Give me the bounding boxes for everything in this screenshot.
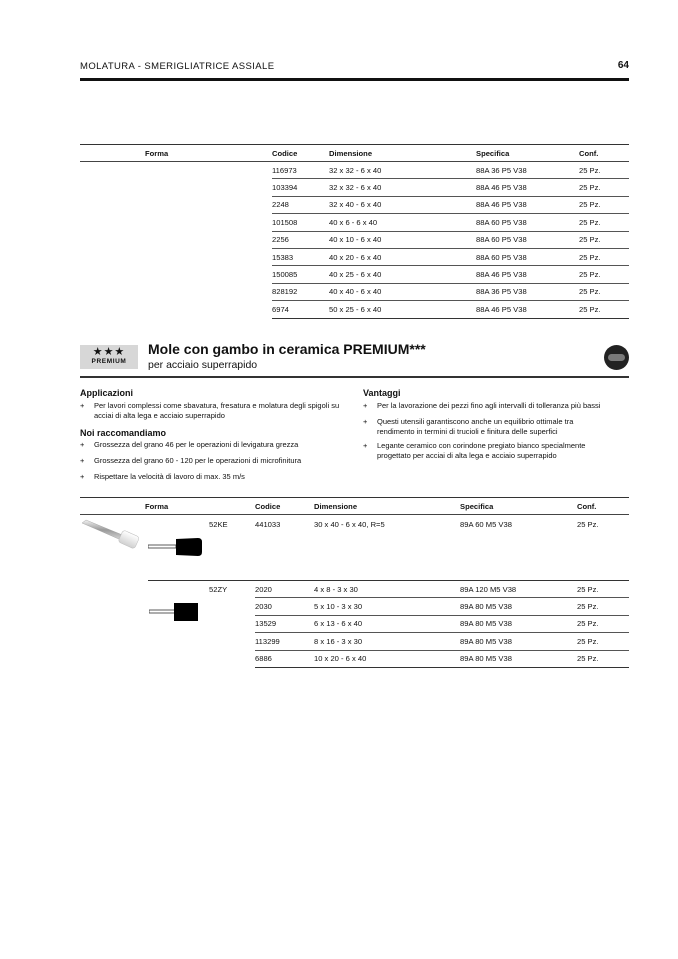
cell-conf: 25 Pz.: [577, 633, 629, 650]
cell-forma: [80, 615, 148, 632]
col-conf: Conf.: [577, 501, 597, 511]
cell-specifica: 89A 80 M5 V38: [460, 598, 577, 615]
table-row: [80, 301, 629, 318]
cell-forma: [80, 248, 272, 265]
cell-codice: 2020: [255, 581, 314, 598]
cell-specifica: 88A 60 P5 V38: [476, 214, 579, 231]
cell-forma: [80, 266, 272, 283]
section-subtitle: per acciaio superrapido: [148, 359, 258, 371]
bullet-icon: +: [80, 472, 85, 481]
cell-specifica: 88A 36 P5 V38: [476, 283, 579, 300]
cell-conf: 25 Pz.: [579, 248, 629, 265]
vantaggi-item-2: Questi utensili garantiscono anche un equilibrio ottimale tra rendimento in termini di trucioli e finitura delle superfici: [377, 417, 574, 436]
cell-forma: [80, 650, 148, 667]
cell-specifica: 88A 46 P5 V38: [476, 179, 579, 196]
cell-dimensione: 4 x 8 - 3 x 30: [314, 581, 460, 598]
cell-dimensione: 8 x 16 - 3 x 30: [314, 633, 460, 650]
cell-dimensione: 40 x 40 - 6 x 40: [329, 283, 476, 300]
cell-codice: 441033: [255, 515, 314, 581]
product-table-1: [80, 144, 629, 319]
bullet-icon: +: [363, 417, 368, 426]
cell-conf: 25 Pz.: [579, 196, 629, 213]
col-dimensione: Dimensione: [329, 148, 373, 158]
cell-specifica: 89A 80 M5 V38: [460, 650, 577, 667]
cell-forma: [80, 214, 272, 231]
cell-specifica: 89A 80 M5 V38: [460, 615, 577, 632]
cell-conf: 25 Pz.: [577, 515, 629, 581]
table-row: [80, 581, 629, 598]
bullet-icon: +: [80, 401, 85, 410]
table-row: [80, 633, 629, 650]
cell-codice: 116973: [272, 162, 329, 179]
cell-specifica: 88A 46 P5 V38: [476, 196, 579, 213]
cell-conf: 25 Pz.: [577, 650, 629, 667]
raccomandiamo-item-2: Grossezza del grano 60 - 120 per le operazioni di microfinitura: [94, 456, 302, 465]
bullet-icon: +: [80, 440, 85, 449]
cell-codice: 150085: [272, 266, 329, 283]
cell-conf: 25 Pz.: [579, 283, 629, 300]
col-dimensione: Dimensione: [314, 501, 358, 511]
table-row: [80, 162, 629, 179]
raccomandiamo-item-1: Grossezza del grano 46 per le operazioni di levigatura grezza: [94, 440, 299, 449]
cell-dimensione: 32 x 32 - 6 x 40: [329, 179, 476, 196]
col-codice: Codice: [255, 501, 281, 511]
cell-dimensione: 40 x 25 - 6 x 40: [329, 266, 476, 283]
header-rule: [80, 78, 629, 81]
list-item: [80, 401, 360, 421]
table-row: [80, 179, 629, 196]
cell-forma: [80, 162, 272, 179]
applicazioni-heading: Applicazioni: [80, 388, 134, 398]
table-row: [80, 650, 629, 667]
cell-codice: 2256: [272, 231, 329, 248]
cell-conf: 25 Pz.: [579, 301, 629, 318]
bullet-icon: +: [363, 441, 368, 450]
cell-conf: 25 Pz.: [579, 162, 629, 179]
cell-codice: 103394: [272, 179, 329, 196]
product-table-2: [80, 497, 629, 668]
raccomandiamo-heading: Noi raccomandiamo: [80, 428, 167, 438]
cell-dimensione: 50 x 25 - 6 x 40: [329, 301, 476, 318]
applicazioni-item-1: Per lavori complessi come sbavatura, fresatura e molatura degli spigoli su acciai di alta lega e acciaio superrapido: [94, 401, 340, 420]
cell-dimensione: 10 x 20 - 6 x 40: [314, 650, 460, 667]
cell-dimensione: 6 x 13 - 6 x 40: [314, 615, 460, 632]
cell-forma: [80, 598, 148, 615]
cell-conf: 25 Pz.: [579, 179, 629, 196]
cell-codice: 6974: [272, 301, 329, 318]
bullet-icon: +: [80, 456, 85, 465]
premium-label: PREMIUM: [91, 358, 127, 365]
table-header-row: [80, 145, 629, 162]
cell-shape: [148, 650, 255, 667]
shape-code-52zy: 52ZY: [209, 584, 228, 594]
cell-codice: 113299: [255, 633, 314, 650]
cell-forma: [80, 581, 148, 598]
cell-forma: [80, 301, 272, 318]
cell-forma: [80, 196, 272, 213]
stars-icon: ★★★: [92, 346, 126, 358]
bullet-icon: +: [363, 401, 368, 410]
col-forma: Forma: [145, 501, 169, 511]
list-item: [363, 441, 629, 461]
cell-forma: [80, 283, 272, 300]
cell-forma: [80, 633, 148, 650]
cell-dimensione: 40 x 20 - 6 x 40: [329, 248, 476, 265]
cell-conf: 25 Pz.: [579, 266, 629, 283]
page-number: 64: [617, 60, 629, 71]
cell-dimensione: 5 x 10 - 3 x 30: [314, 598, 460, 615]
cell-dimensione: 40 x 10 - 6 x 40: [329, 231, 476, 248]
col-conf: Conf.: [579, 148, 599, 158]
cell-shape: [148, 633, 255, 650]
shape-52ke-icon: [148, 537, 204, 557]
shape-52zy-icon: [149, 602, 199, 622]
list-item: [363, 417, 629, 437]
section-title: Mole con gambo in ceramica PREMIUM***: [148, 341, 426, 357]
vantaggi-item-3: Legante ceramico con corindone pregiato bianco specialmente progettato per acciai di alta lega e acciaio superrapido: [377, 441, 586, 460]
cell-conf: 25 Pz.: [577, 598, 629, 615]
table-header-row: [80, 498, 629, 515]
table-row: [80, 248, 629, 265]
cell-conf: 25 Pz.: [579, 214, 629, 231]
cell-dimensione: 32 x 40 - 6 x 40: [329, 196, 476, 213]
cell-codice: 13529: [255, 615, 314, 632]
cell-codice: 101508: [272, 214, 329, 231]
cell-conf: 25 Pz.: [577, 581, 629, 598]
mounted-point-photo: [80, 517, 142, 557]
cell-codice: 6886: [255, 650, 314, 667]
premium-badge: [80, 345, 138, 369]
cell-codice: 2030: [255, 598, 314, 615]
header-title: MOLATURA - SMERIGLIATRICE ASSIALE: [80, 61, 275, 72]
list-item: [80, 472, 360, 482]
cell-specifica: 88A 60 P5 V38: [476, 231, 579, 248]
cell-codice: 15383: [272, 248, 329, 265]
cell-conf: 25 Pz.: [577, 615, 629, 632]
cell-dimensione: 30 x 40 - 6 x 40, R=5: [314, 515, 460, 581]
cell-specifica: 89A 120 M5 V38: [460, 581, 577, 598]
cell-codice: 828192: [272, 283, 329, 300]
col-codice: Codice: [272, 148, 298, 158]
cell-dimensione: 40 x 6 - 6 x 40: [329, 214, 476, 231]
shape-code-52ke: 52KE: [148, 515, 255, 581]
cell-specifica: 88A 46 P5 V38: [476, 266, 579, 283]
list-item: [363, 401, 629, 411]
col-specifica: Specifica: [460, 501, 494, 511]
col-forma: Forma: [145, 148, 169, 158]
cell-specifica: 89A 60 M5 V38: [460, 515, 577, 581]
cell-forma: [80, 179, 272, 196]
vantaggi-heading: Vantaggi: [363, 388, 401, 398]
brand-logo-icon: [604, 345, 629, 370]
list-item: [80, 440, 360, 450]
cell-specifica: 88A 60 P5 V38: [476, 248, 579, 265]
cell-conf: 25 Pz.: [579, 231, 629, 248]
cell-specifica: 88A 36 P5 V38: [476, 162, 579, 179]
table-row: [80, 214, 629, 231]
cell-codice: 2248: [272, 196, 329, 213]
col-specifica: Specifica: [476, 148, 510, 158]
cell-specifica: 89A 80 M5 V38: [460, 633, 577, 650]
cell-dimensione: 32 x 32 - 6 x 40: [329, 162, 476, 179]
table-row: [80, 196, 629, 213]
table-row: [80, 283, 629, 300]
table-row: [80, 231, 629, 248]
vantaggi-item-1: Per la lavorazione dei pezzi fino agli intervalli di tolleranza più bassi: [377, 401, 601, 410]
cell-forma: [80, 231, 272, 248]
raccomandiamo-item-3: Rispettare la velocità di lavoro di max. 35 m/s: [94, 472, 245, 481]
table-row: [80, 266, 629, 283]
section-rule: [80, 376, 629, 378]
list-item: [80, 456, 360, 466]
cell-specifica: 88A 46 P5 V38: [476, 301, 579, 318]
